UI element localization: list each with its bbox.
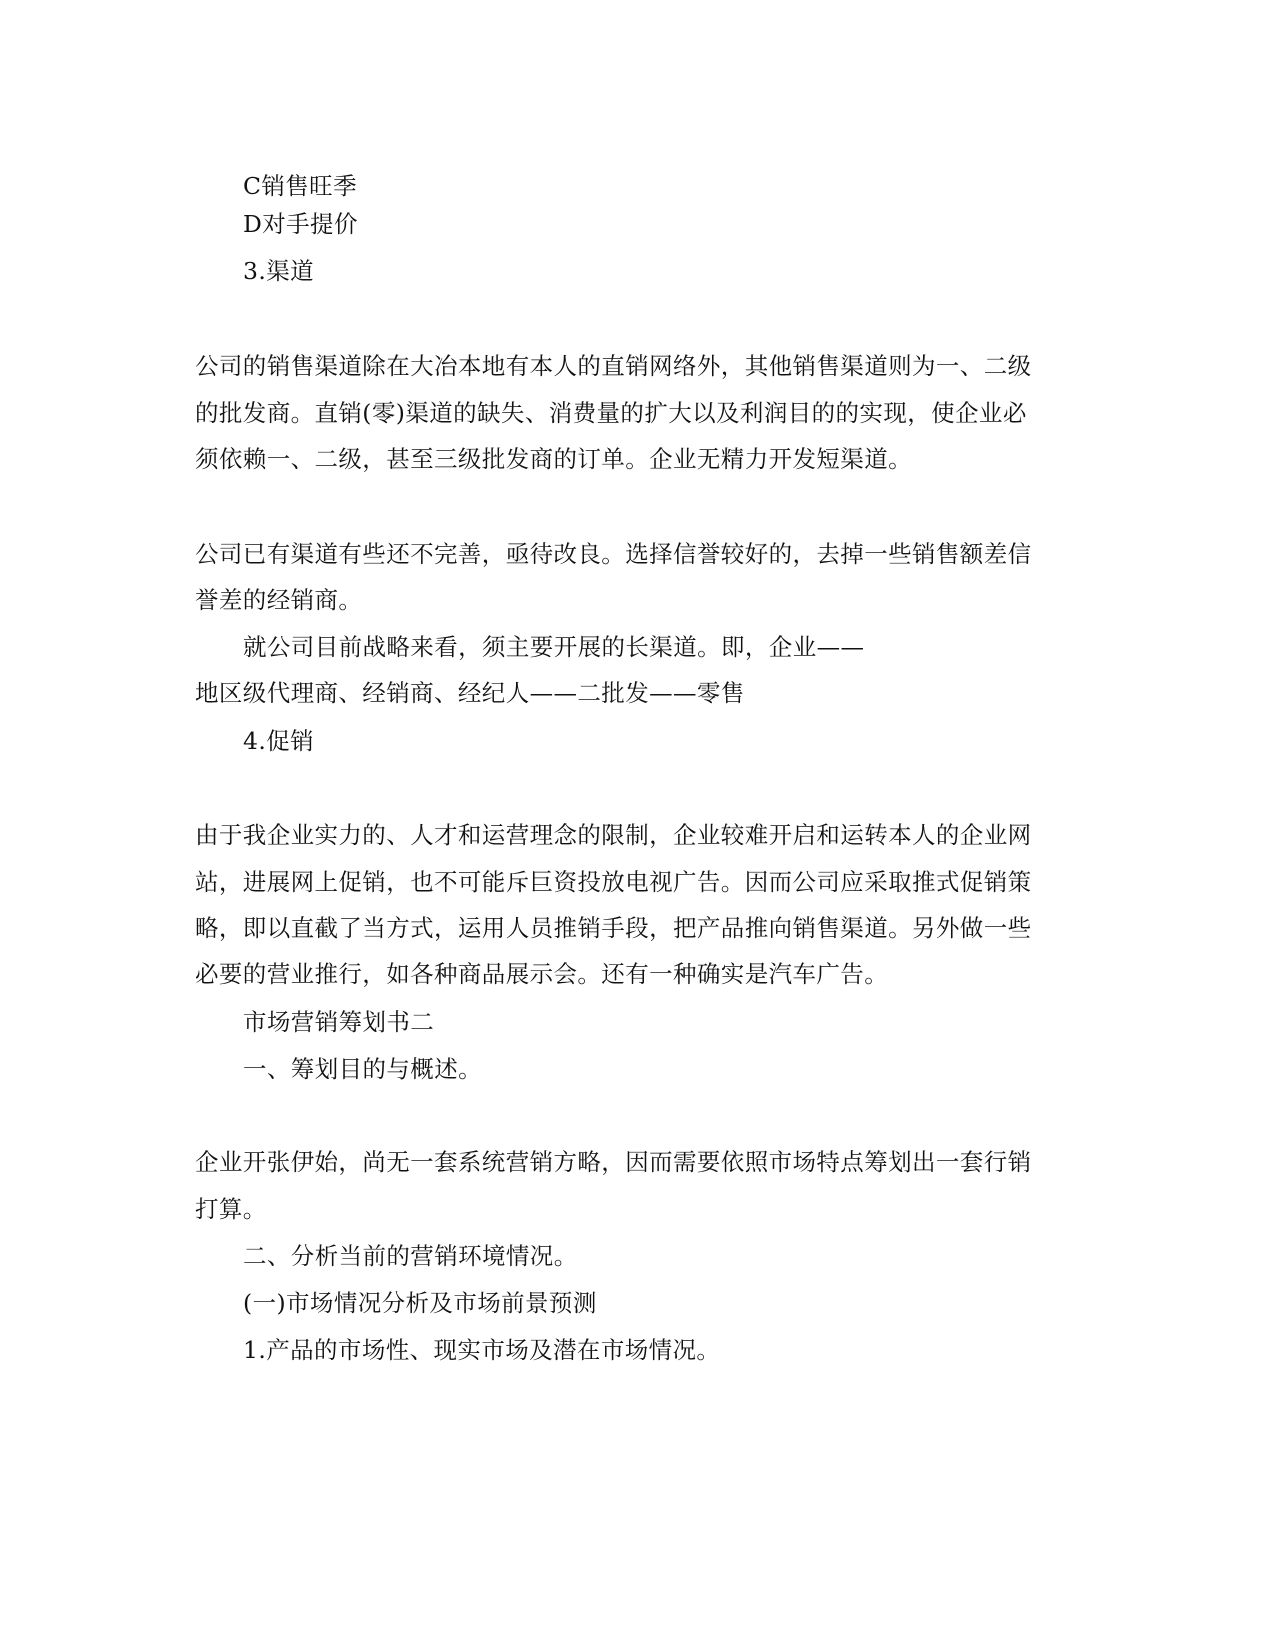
section-heading: 一、筹划目的与概述。	[243, 1055, 482, 1083]
paragraph-line: 公司的销售渠道除在大冶本地有本人的直销网络外，其他销售渠道则为一、二级	[195, 352, 1032, 380]
section-heading-promotion: 4.促销	[243, 727, 315, 755]
paragraph-line: 站，进展网上促销，也不可能斥巨资投放电视广告。因而公司应采取推式促销策	[195, 868, 1032, 896]
paragraph-line: 的批发商。直销(零)渠道的缺失、消费量的扩大以及利润目的的实现，使企业必	[195, 399, 1027, 427]
paragraph-line: 誉差的经销商。	[195, 586, 363, 614]
document-title-2: 市场营销筹划书二	[243, 1008, 435, 1036]
paragraph-line: 打算。	[195, 1195, 267, 1223]
paragraph-line: 就公司目前战略来看，须主要开展的长渠道。即，企业——	[243, 633, 865, 661]
section-heading: 二、分析当前的营销环境情况。	[243, 1242, 578, 1270]
paragraph-line: 地区级代理商、经销商、经纪人——二批发——零售	[195, 679, 745, 707]
paragraph-line: 略，即以直截了当方式，运用人员推销手段，把产品推向销售渠道。另外做一些	[195, 914, 1032, 942]
subsection-heading: (一)市场情况分析及市场前景预测	[243, 1289, 597, 1317]
list-item-c: C销售旺季	[243, 172, 357, 200]
paragraph-line: 须依赖一、二级，甚至三级批发商的订单。企业无精力开发短渠道。	[195, 445, 912, 473]
paragraph-line: 由于我企业实力的、人才和运营理念的限制，企业较难开启和运转本人的企业网	[195, 821, 1032, 849]
paragraph-line: 公司已有渠道有些还不完善，亟待改良。选择信誉较好的，去掉一些销售额差信	[195, 540, 1032, 568]
paragraph-line: 企业开张伊始，尚无一套系统营销方略，因而需要依照市场特点筹划出一套行销	[195, 1148, 1032, 1176]
section-heading-channels: 3.渠道	[243, 257, 315, 285]
list-item-d: D对手提价	[243, 210, 358, 238]
list-item: 1.产品的市场性、现实市场及潜在市场情况。	[243, 1336, 721, 1364]
paragraph-line: 必要的营业推行，如各种商品展示会。还有一种确实是汽车广告。	[195, 960, 889, 988]
